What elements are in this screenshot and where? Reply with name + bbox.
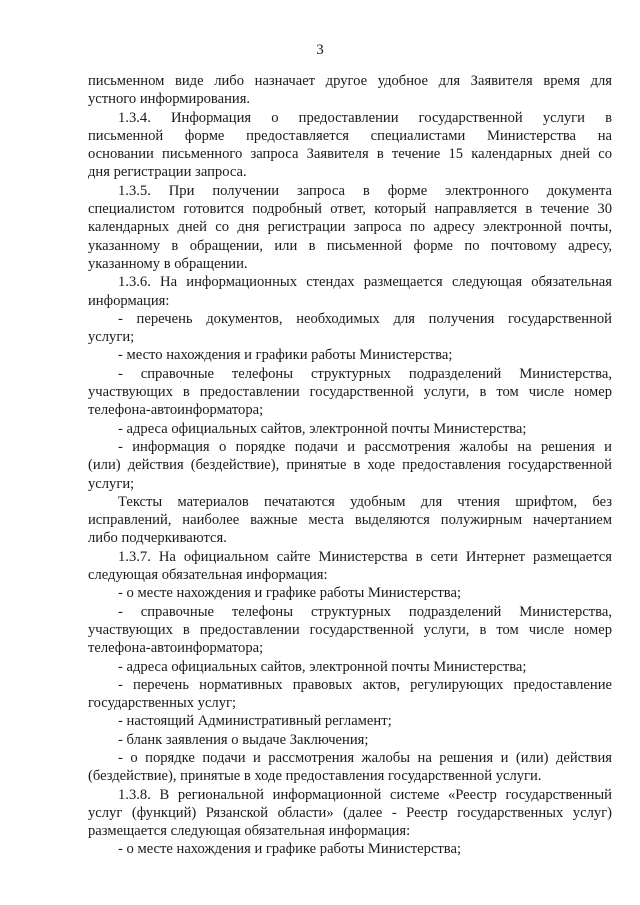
text-line: информация: (88, 292, 170, 309)
text-line: телефона-автоинформатора; (88, 640, 264, 657)
text-line: 1.3.6. На информационных стендах размещается следующая обязательная (118, 274, 612, 291)
text-line: дня регистрации запроса. (88, 164, 247, 181)
text-line: (бездействие), принятые в ходе предоставления государственной услуги. (88, 768, 542, 785)
text-line: - адреса официальных сайтов, электронной почты Министерства; (118, 658, 527, 675)
text-line: письменном виде либо назначает другое удобное для Заявителя время для (88, 73, 612, 89)
text-line: услуги; (88, 475, 135, 492)
text-line: указанному в обращении, или в письменной форме по почтовому адресу, (88, 237, 612, 254)
text-line: основании письменного запроса Заявителя в течение 15 календарных дней со (88, 146, 612, 163)
text-line: 1.3.4. Информация о предоставлении государственной услуги в (118, 109, 612, 126)
text-line: - бланк заявления о выдаче Заключения; (118, 731, 369, 748)
text-line: - настоящий Административный регламент; (118, 713, 392, 730)
text-line: - о месте нахождения и графике работы Министерства; (118, 585, 462, 602)
text-line: - адреса официальных сайтов, электронной почты Министерства; (118, 420, 527, 437)
text-line: специалистом готовится подробный ответ, который направляется в течение 30 (88, 201, 612, 218)
text-line: календарных дней со дня регистрации запроса по адресу электронной почты, (88, 219, 612, 236)
text-line: 1.3.5. При получении запроса в форме электронного документа (118, 182, 612, 199)
text-line: - информация о порядке подачи и рассмотрения жалобы на решения и (118, 438, 612, 455)
text-line: Тексты материалов печатаются удобным для чтения шрифтом, без (118, 493, 612, 510)
text-line: - перечень нормативных правовых актов, регулирующих предоставление (118, 676, 612, 693)
text-line: услуги; (88, 329, 135, 346)
text-line: устного информирования. (88, 91, 251, 108)
text-line: услуг (функций) Рязанской области» (далее - Реестр государственных услуг) (88, 804, 612, 821)
text-line: - перечень документов, необходимых для получения государственной (118, 310, 612, 327)
text-line: следующая обязательная информация: (88, 567, 328, 584)
text-line: 1.3.8. В региональной информационной системе «Реестр государственный (118, 786, 612, 803)
text-line: исправлений, наиболее важные места выделяются полужирным начертанием (88, 512, 612, 529)
text-line: либо подчеркиваются. (88, 530, 227, 547)
text-line: письменной форме предоставляется специалистами Министерства на (88, 127, 612, 144)
text-line: телефона-автоинформатора; (88, 402, 264, 419)
text-line: участвующих в предоставлении государственной услуги, в том числе номер (88, 621, 612, 638)
text-line: указанному в обращении. (88, 255, 248, 272)
document-body (88, 72, 612, 859)
text-line: - место нахождения и графики работы Министерства; (118, 347, 453, 364)
page-number: 3 (316, 42, 324, 58)
text-line: - о месте нахождения и графике работы Министерства; (118, 841, 462, 858)
text-line: - справочные телефоны структурных подразделений Министерства, (118, 603, 612, 620)
text-line: 1.3.7. На официальном сайте Министерства в сети Интернет размещается (118, 548, 612, 565)
text-line: - о порядке подачи и рассмотрения жалобы на решения и (или) действия (118, 749, 612, 766)
text-line: размещается следующая обязательная информация: (88, 823, 411, 840)
text-line: (или) действия (бездействие), принятые в ходе предоставления государственной (88, 457, 612, 474)
text-line: участвующих в предоставлении государственной услуги, в том числе номер (88, 384, 612, 401)
text-line: государственных услуг; (88, 695, 237, 712)
text-line: - справочные телефоны структурных подразделений Министерства, (118, 365, 612, 382)
